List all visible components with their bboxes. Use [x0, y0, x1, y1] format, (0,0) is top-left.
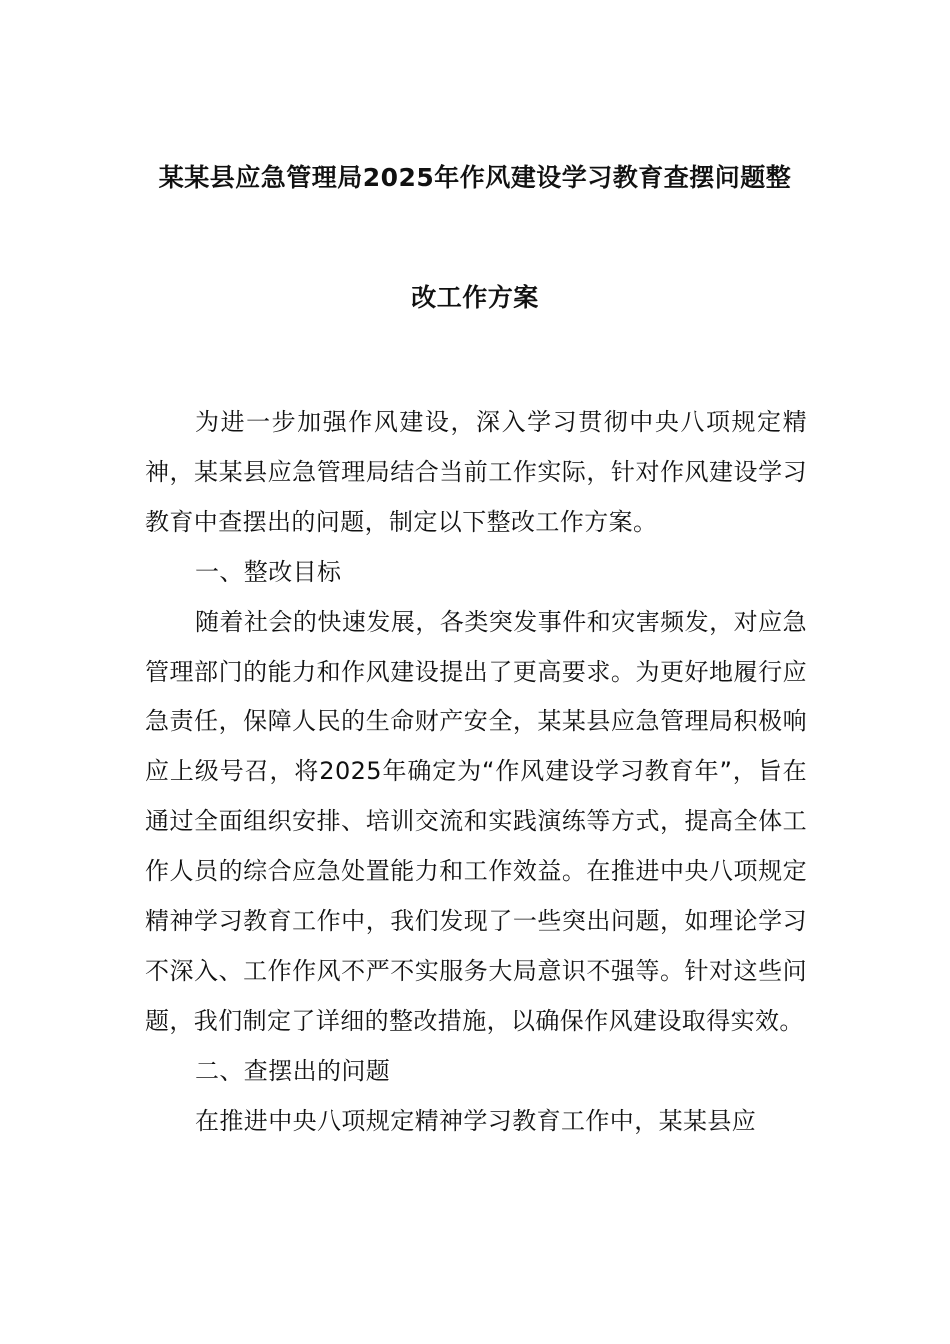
document-title-line-1: 某某县应急管理局2025年作风建设学习教育查摆问题整: [158, 163, 792, 192]
intro-paragraph: 为进一步加强作风建设，深入学习贯彻中央八项规定精神，某某县应急管理局结合当前工作实际，针对作风建设学习教育中查摆出的问题，制定以下整改工作方案。: [145, 408, 807, 536]
document-body: [145, 398, 807, 1147]
problems-paragraph: 在推进中央八项规定精神学习教育工作中，某某县应: [195, 1106, 757, 1135]
document-title-line-2: 改工作方案: [411, 283, 539, 312]
section-heading-goals: 一、整改目标: [195, 557, 342, 586]
goals-paragraph: 随着社会的快速发展，各类突发事件和灾害频发，对应急管理部门的能力和作风建设提出了更高要求。为更好地履行应急责任，保障人民的生命财产安全，某某县应急管理局积极响应上级号召，将2025年确定为“作风建设学习教育年”，旨在通过全面组织安排、培训交流和实践演练等方式，提高全体工作人员的综合应急处置能力和工作效益。在推进中央八项规定精神学习教育工作中，我们发现了一些突出问题，如理论学习不深入、工作作风不严不实服务大局意识不强等。针对这些问题，我们制定了详细的整改措施，以确保作风建设取得实效。: [145, 607, 807, 1035]
section-heading-problems: 二、查摆出的问题: [195, 1056, 391, 1085]
